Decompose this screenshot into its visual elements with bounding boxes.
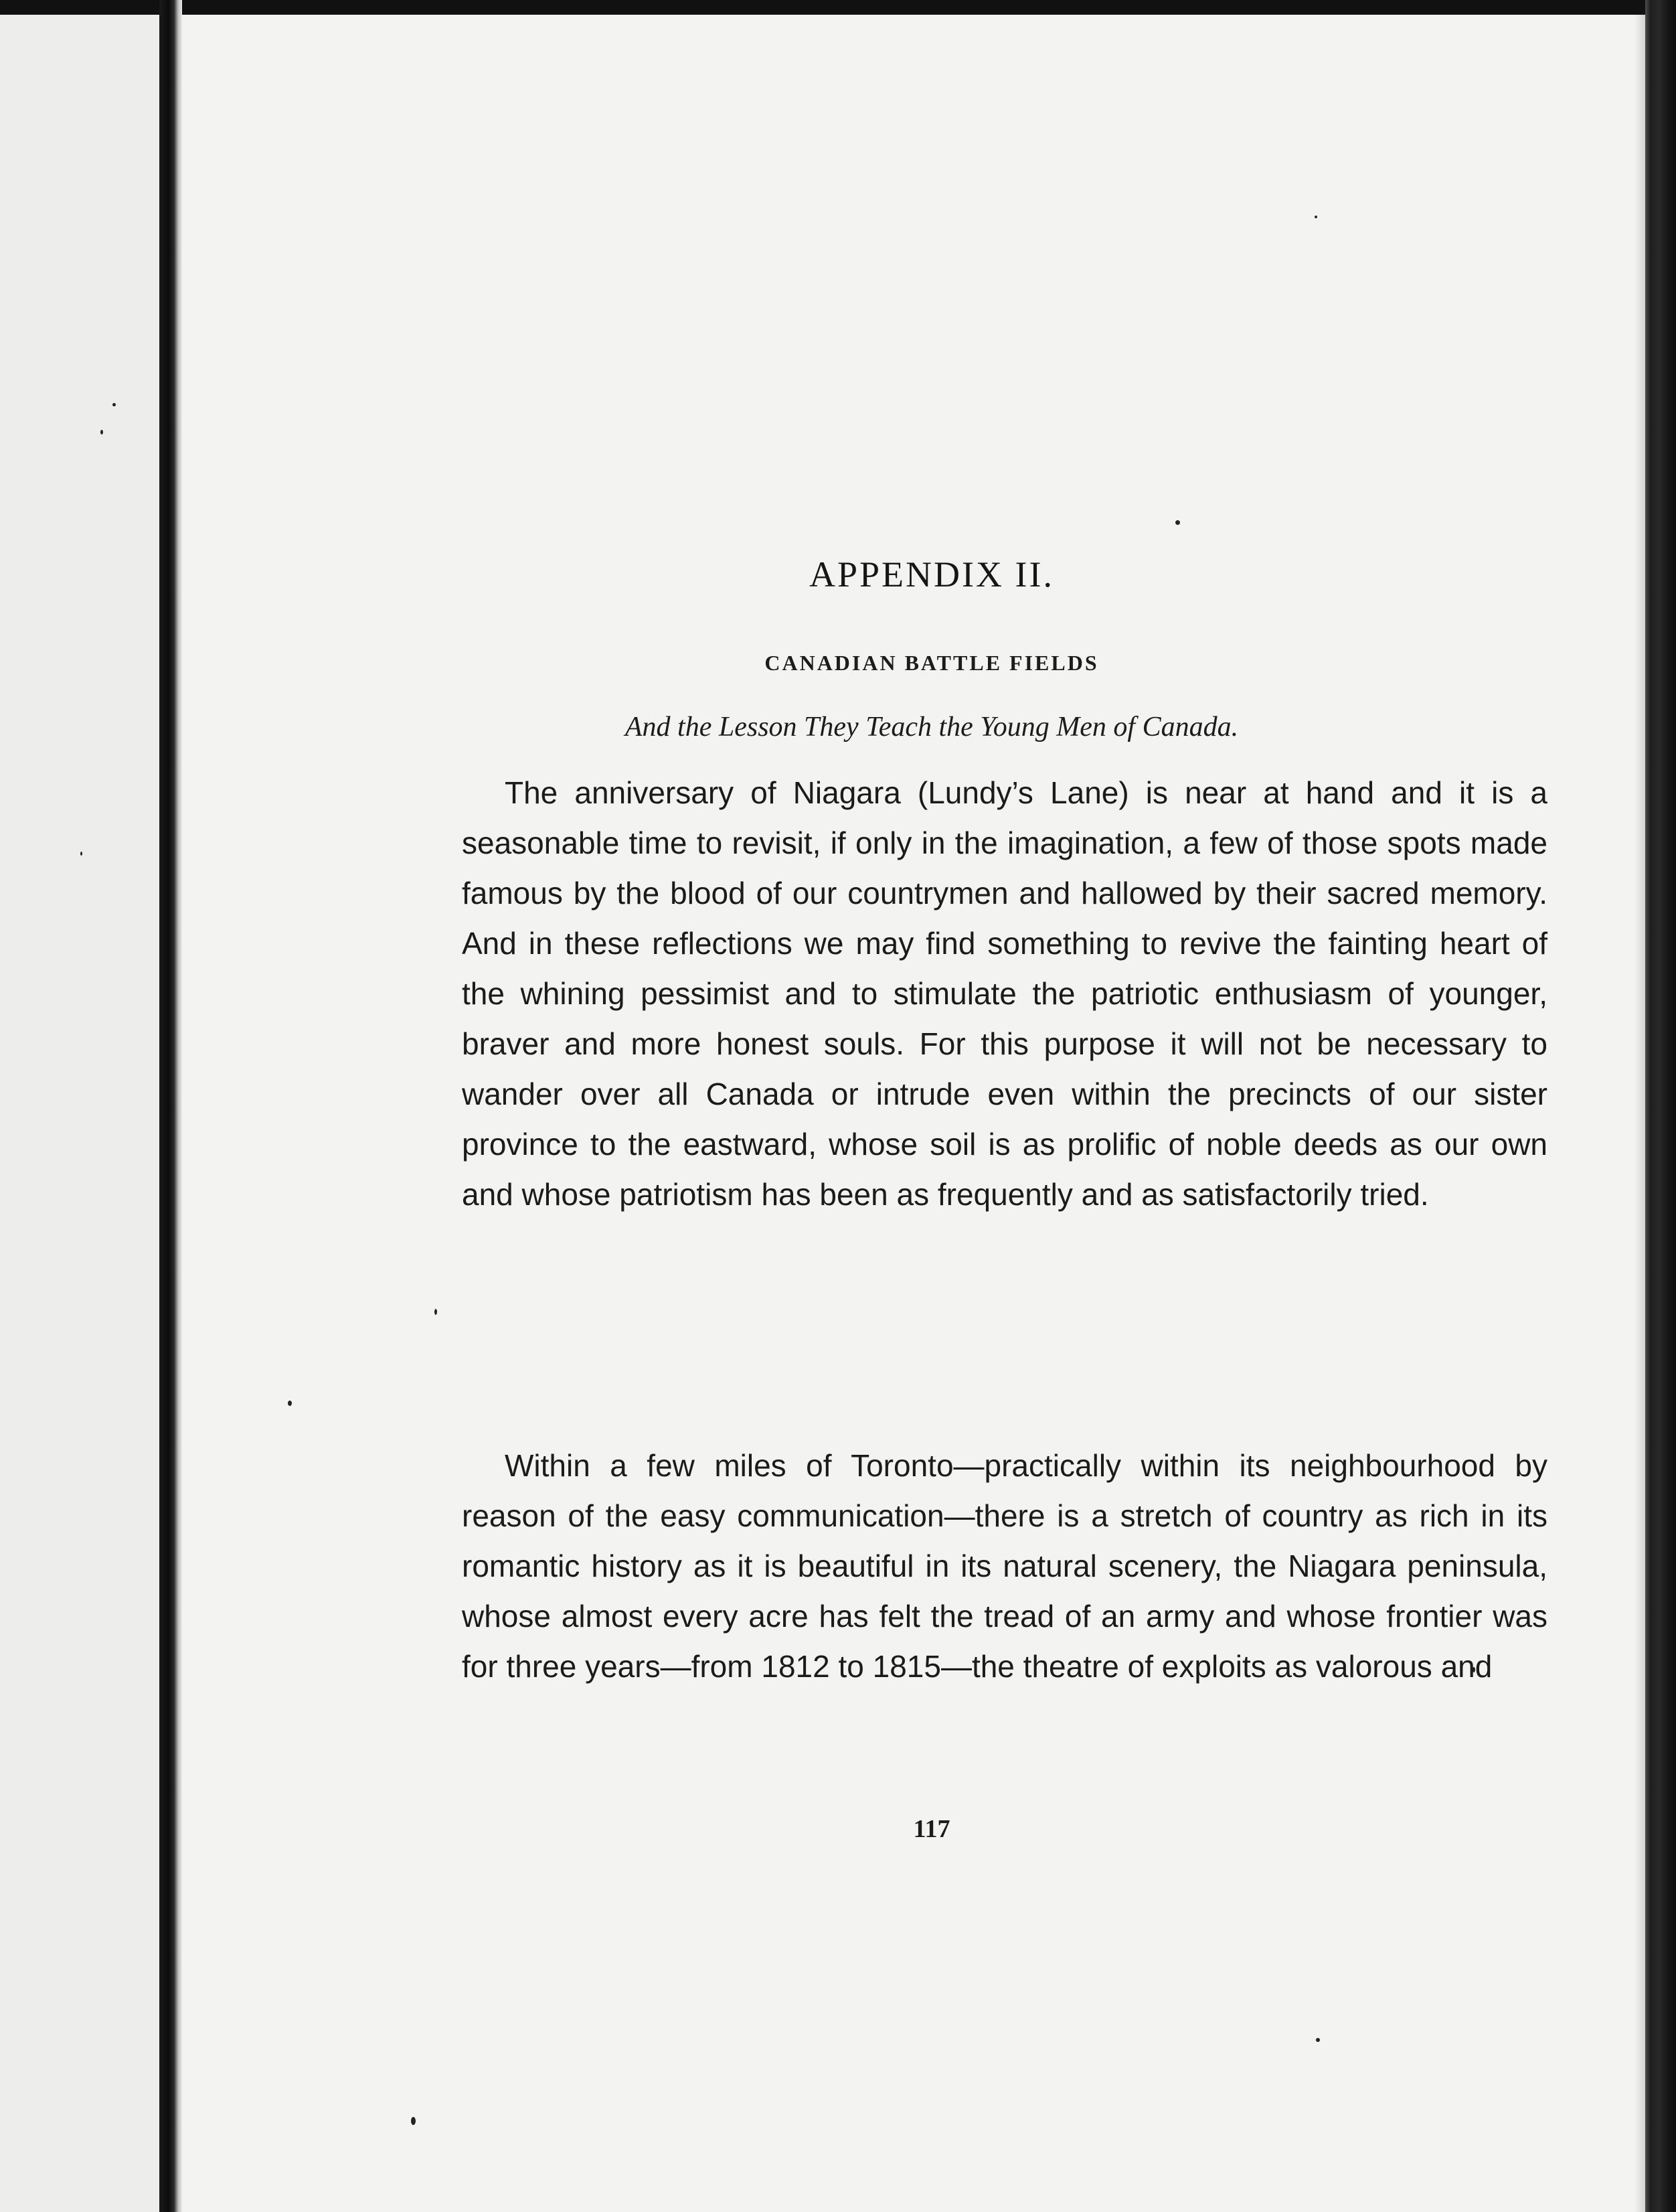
book-page xyxy=(182,15,1604,2212)
appendix-title: APPENDIX II. xyxy=(809,554,1054,595)
dust-speck xyxy=(434,1309,437,1315)
body-paragraph: Within a few miles of Toronto—practically within its neighbourhood by reason of the easy communication—there is a stretch of country as rich in its romantic history as it is beautiful in its natural scenery, the Niagara peninsula, whose almost every acre has felt the tread of an army and whose frontier was for three years—from 1812 to 1815—the theatre of exploits as valorous and xyxy=(462,1448,1547,1684)
dust-speck xyxy=(1316,2038,1320,2042)
dust-speck xyxy=(1315,216,1317,218)
dust-speck xyxy=(411,2117,416,2125)
appendix-subtitle: CANADIAN BATTLE FIELDS xyxy=(764,651,1099,675)
dust-speck xyxy=(288,1401,292,1406)
right-page-shadow xyxy=(1635,15,1645,2212)
body-paragraph: The anniversary of Niagara (Lundy’s Lane) is near at hand and it is a seasonable time to revisit, if only in the imagination, a few of those spots made famous by the blood of our countrymen and hallowed by their sacred memory. And in these reflections we may find something to revive the fainting heart of the whining pessimist and to stimulate the patriotic enthusiasm of younger, braver and more honest souls. For this purpose it will not be necessary to wander over all Canada or intrude even within the precincts of our sister province to the eastward, whose soil is as prolific of noble deeds as our own and whose patriotism has been as frequently and as satisfactorily tried. xyxy=(462,775,1547,1212)
dust-speck xyxy=(100,430,103,434)
top-scan-edge xyxy=(0,0,1676,15)
page-number: 117 xyxy=(913,1815,950,1843)
dust-speck xyxy=(80,852,82,856)
dust-speck xyxy=(112,403,116,406)
appendix-tagline: And the Lesson They Teach the Young Men of Canada. xyxy=(624,712,1239,742)
binding-gutter xyxy=(159,0,182,2212)
right-scan-edge xyxy=(1645,0,1676,2212)
left-page-margin xyxy=(0,15,159,2212)
dust-speck xyxy=(1175,520,1180,525)
